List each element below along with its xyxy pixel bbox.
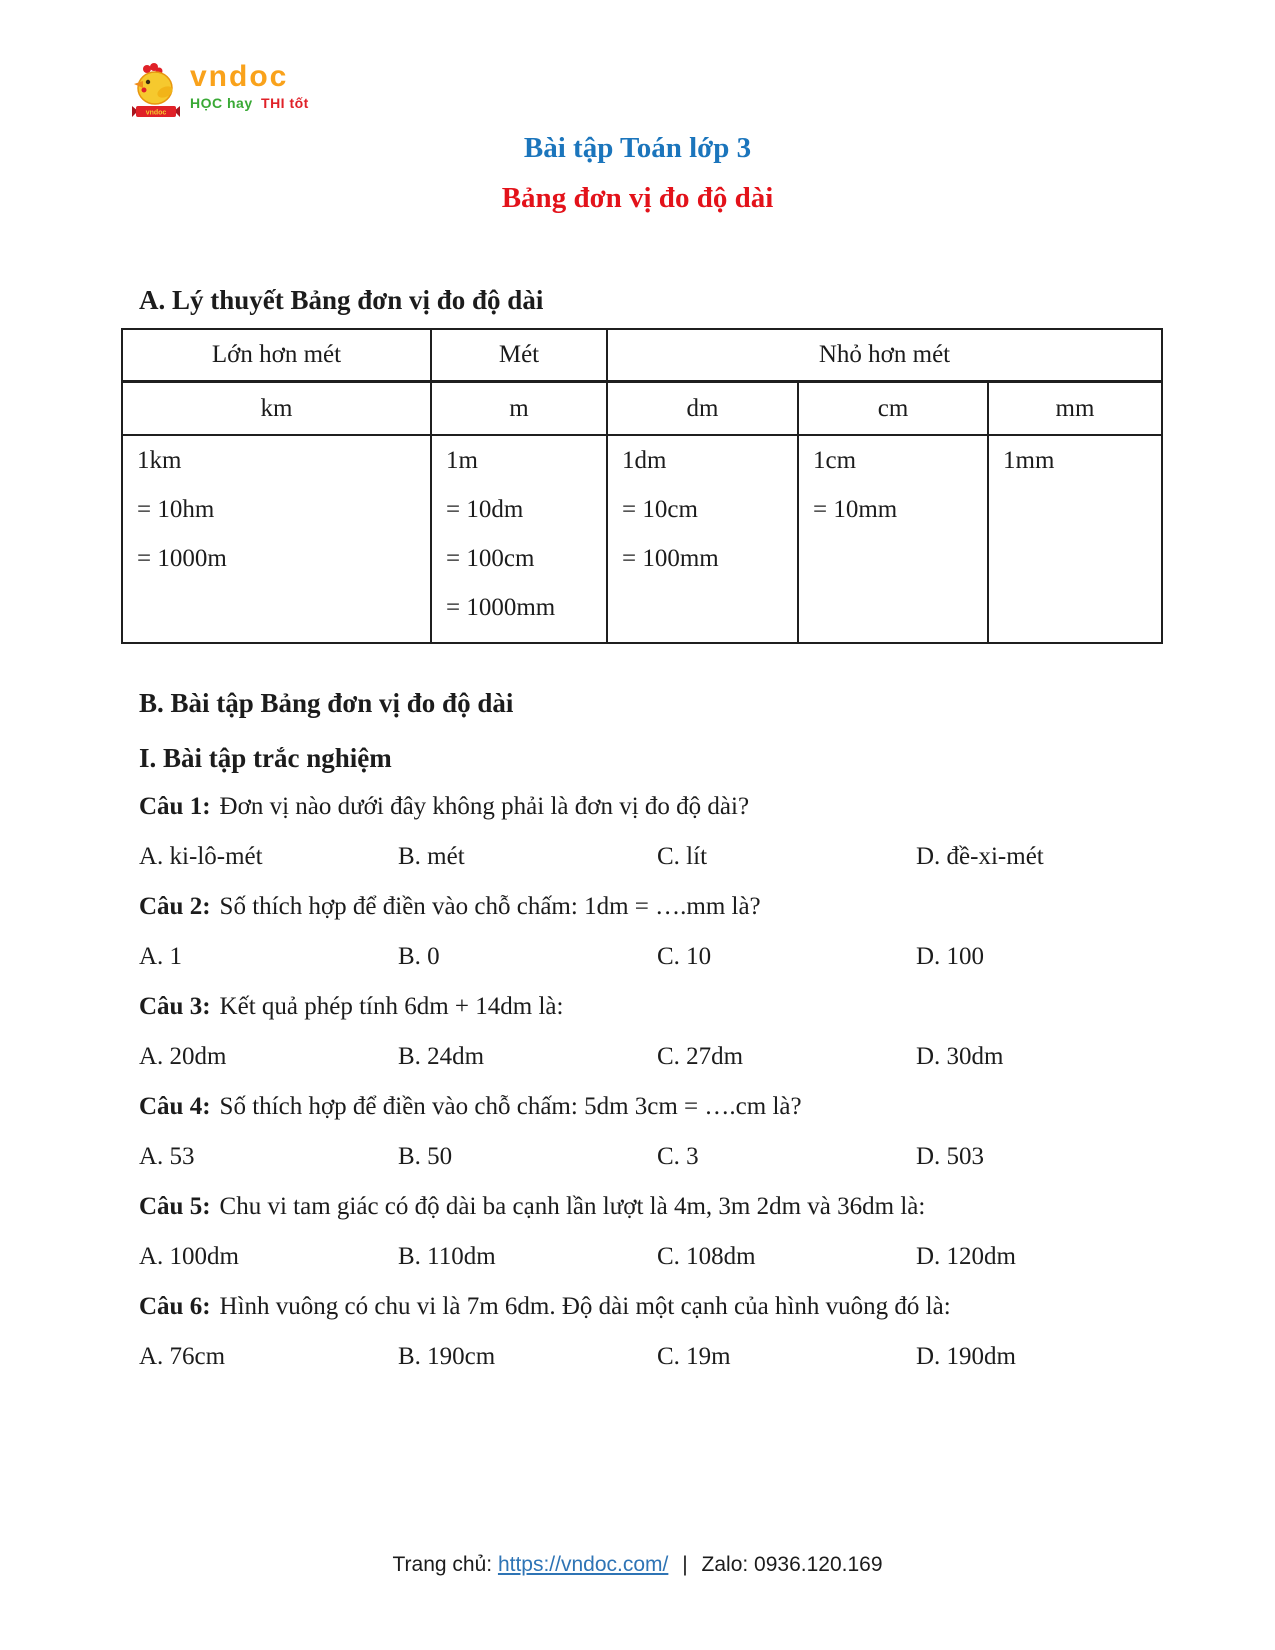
question-5-label: Câu 5: [139, 1193, 211, 1220]
question-3-label: Câu 3: [139, 993, 211, 1020]
body-cell-mm [988, 435, 1162, 643]
body-cell-km [122, 435, 431, 643]
question-1-option-c: C. lít [657, 843, 708, 870]
question-6-option-c: C. 19m [657, 1343, 731, 1370]
question-2-option-d: D. 100 [916, 943, 985, 970]
conversion-line: = 10hm [137, 495, 215, 523]
question-3-text: Kết quả phép tính 6dm + 14dm là: [219, 993, 564, 1020]
header-cell-mm: mm [988, 382, 1162, 436]
logo-tagline-green: HỌC hay [190, 95, 253, 111]
footer-separator: | [682, 1553, 688, 1576]
question-5-option-a: A. 100dm [139, 1243, 239, 1270]
section-i-heading: I. Bài tập trắc nghiệm [139, 743, 392, 773]
question-2-text: Số thích hợp để điền vào chỗ chấm: 1dm = ….mm là? [219, 893, 761, 920]
question-5-option-c: C. 108dm [657, 1243, 756, 1270]
logo-banner-text: vndoc [145, 109, 167, 117]
question-6-option-d: D. 190dm [916, 1343, 1016, 1370]
question-4-option-d: D. 503 [916, 1143, 985, 1170]
question-4-options [139, 1132, 1161, 1182]
conversion-line: 1cm [813, 446, 857, 474]
question-5-text: Chu vi tam giác có độ dài ba cạnh lần lượt là 4m, 3m 2dm và 36dm là: [219, 1193, 926, 1220]
questions-list [139, 782, 1161, 1382]
footer-zalo: Zalo: 0936.120.169 [701, 1553, 883, 1576]
logo-brand: vndoc [190, 60, 289, 93]
question-1-option-b: B. mét [398, 843, 465, 870]
conversion-line: 1dm [622, 446, 667, 474]
conversion-line: = 100cm [446, 544, 535, 572]
question-4-option-c: C. 3 [657, 1143, 699, 1170]
question-2-option-c: C. 10 [657, 943, 712, 970]
vndoc-logo [130, 62, 309, 120]
doc-title: Bài tập Toán lớp 3 [523, 132, 752, 164]
question-6-label: Câu 6: [139, 1293, 211, 1320]
question-1-option-a: A. ki-lô-mét [139, 843, 263, 870]
header-cell-cm: cm [798, 382, 988, 436]
logo-tagline-red: THI tốt [261, 95, 309, 111]
body-cell-dm [607, 435, 798, 643]
question-3-options [139, 1032, 1161, 1082]
question-5-options [139, 1232, 1161, 1282]
question-5 [139, 1182, 1161, 1232]
question-6-options [139, 1332, 1161, 1382]
question-6 [139, 1282, 1161, 1332]
conversion-line: = 10cm [622, 495, 698, 523]
section-a-heading: A. Lý thuyết Bảng đơn vị đo độ dài [139, 285, 544, 315]
question-3-option-a: A. 20dm [139, 1043, 227, 1070]
conversion-line: = 1000mm [446, 593, 556, 621]
body-cell-cm [798, 435, 988, 643]
question-4-label: Câu 4: [139, 1093, 211, 1120]
question-2-option-a: A. 1 [139, 943, 183, 970]
header-cell-km: km [122, 382, 431, 436]
conversion-line: 1mm [1003, 446, 1055, 474]
footer-home-link[interactable]: https://vndoc.com/ [497, 1553, 669, 1576]
conversion-line: = 10dm [446, 495, 524, 523]
question-6-option-a: A. 76cm [139, 1343, 226, 1370]
question-4 [139, 1082, 1161, 1132]
footer-home-label: Trang chủ: [392, 1553, 493, 1576]
conversion-line: 1m [446, 446, 478, 474]
header-cell-m: m [431, 382, 607, 436]
header-cell-dm: dm [607, 382, 798, 436]
question-3 [139, 982, 1161, 1032]
footer [0, 1548, 1275, 1582]
header-cell-larger-than-meter: Lớn hơn mét [122, 329, 431, 382]
logo-text [190, 62, 309, 111]
table-header-row-groups [122, 329, 1162, 382]
header-cell-smaller-than-meter: Nhỏ hơn mét [607, 329, 1162, 382]
question-1 [139, 782, 1161, 832]
question-1-text: Đơn vị nào dưới đây không phải là đơn vị đo độ dài? [219, 793, 750, 820]
question-1-options [139, 832, 1161, 882]
question-5-option-d: D. 120dm [916, 1243, 1016, 1270]
question-6-text: Hình vuông có chu vi là 7m 6dm. Độ dài một cạnh của hình vuông đó là: [219, 1293, 951, 1320]
question-3-option-d: D. 30dm [916, 1043, 1004, 1070]
question-4-text: Số thích hợp để điền vào chỗ chấm: 5dm 3cm = ….cm là? [219, 1093, 802, 1120]
question-3-option-c: C. 27dm [657, 1043, 744, 1070]
length-units-table [121, 328, 1163, 644]
chicken-mascot-icon [130, 62, 182, 120]
question-3-option-b: B. 24dm [398, 1043, 485, 1070]
question-2-option-b: B. 0 [398, 943, 440, 970]
table-header-row-units [122, 382, 1162, 436]
conversion-line: 1km [137, 446, 182, 474]
section-b-heading: B. Bài tập Bảng đơn vị đo độ dài [139, 688, 514, 718]
question-2-label: Câu 2: [139, 893, 211, 920]
body-cell-m [431, 435, 607, 643]
table-body-row [122, 435, 1162, 643]
question-4-option-a: A. 53 [139, 1143, 195, 1170]
header-cell-meter: Mét [431, 329, 607, 382]
question-5-option-b: B. 110dm [398, 1243, 496, 1270]
conversion-line: = 1000m [137, 544, 227, 572]
question-4-option-b: B. 50 [398, 1143, 453, 1170]
question-2 [139, 882, 1161, 932]
question-6-option-b: B. 190cm [398, 1343, 496, 1370]
doc-subtitle: Bảng đơn vị đo độ dài [501, 182, 774, 214]
question-1-label: Câu 1: [139, 793, 211, 820]
conversion-line: = 10mm [813, 495, 898, 523]
conversion-line: = 100mm [622, 544, 719, 572]
question-2-options [139, 932, 1161, 982]
logo-tagline [190, 95, 309, 111]
question-1-option-d: D. đề-xi-mét [916, 843, 1044, 870]
